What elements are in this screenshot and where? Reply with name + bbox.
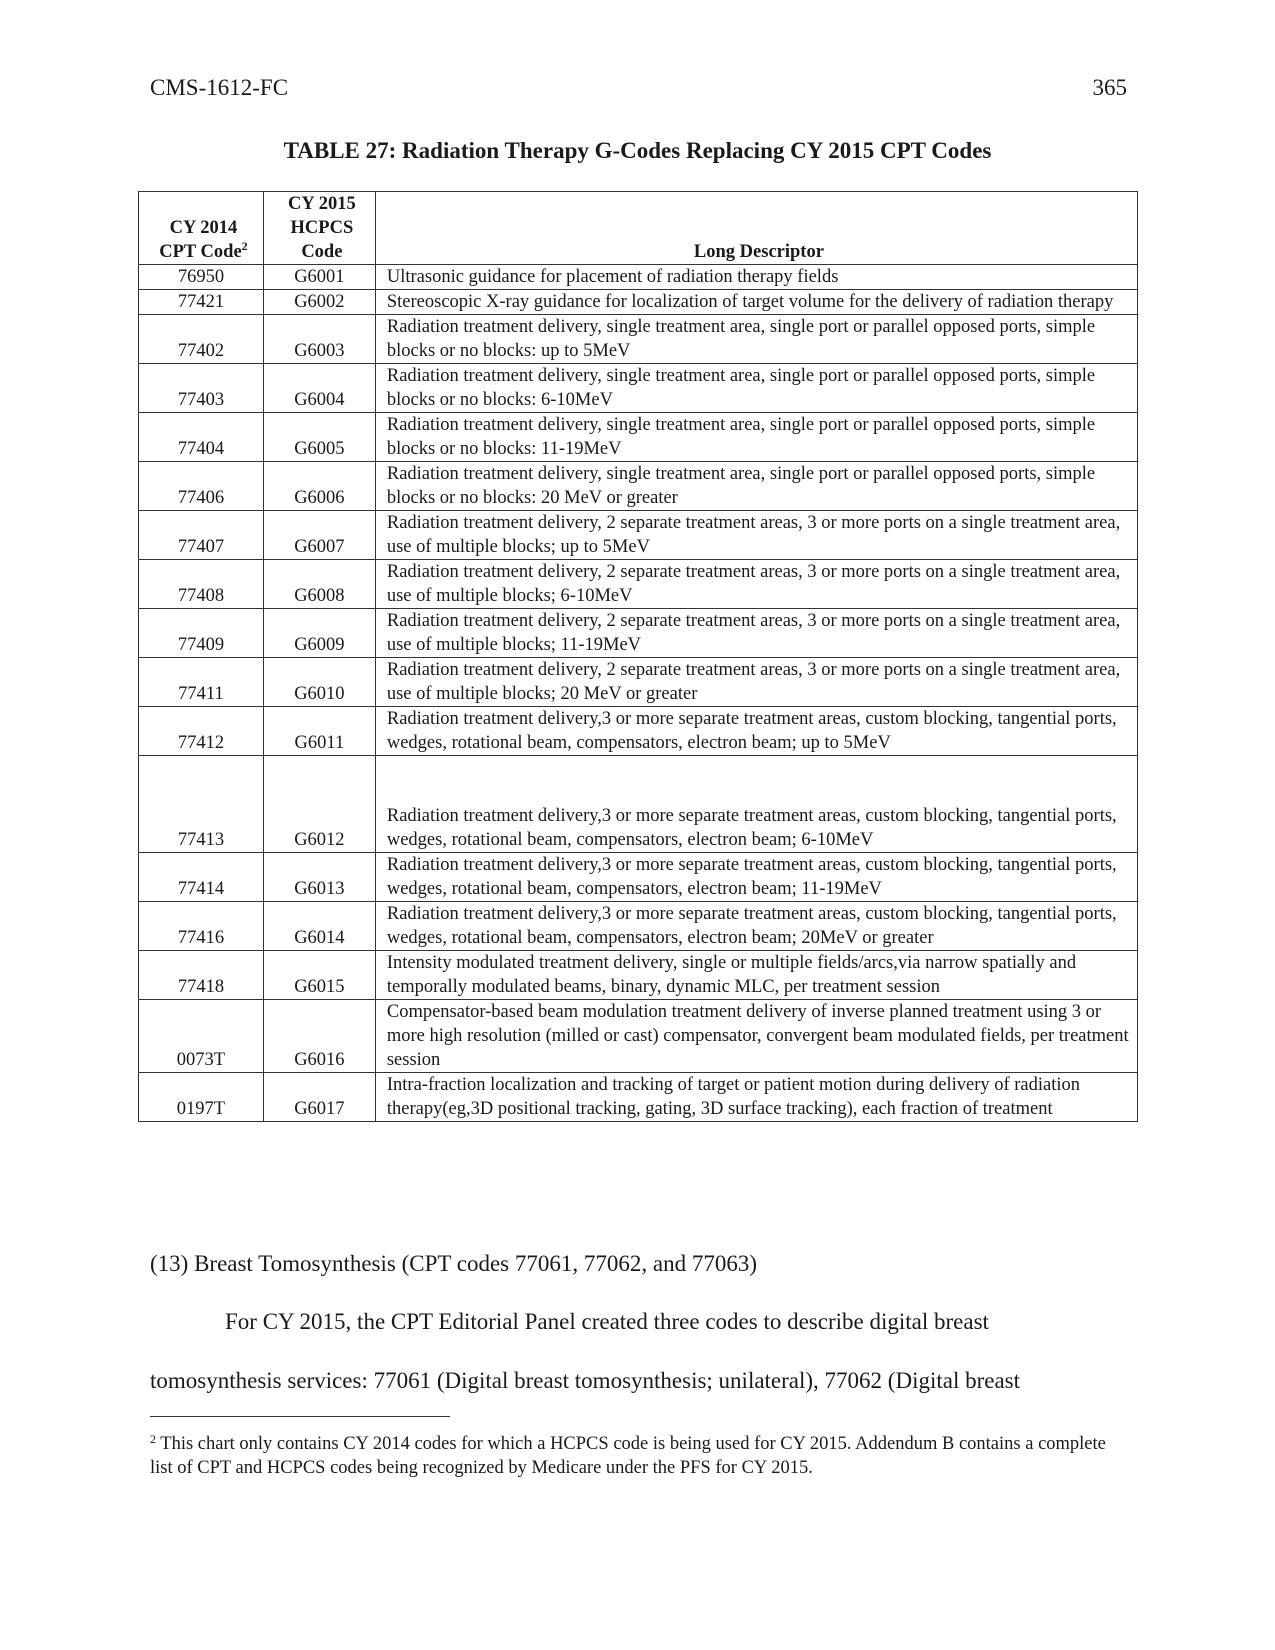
hcpcs-code-cell: G6013: [263, 853, 375, 902]
cpt-code-cell: 0197T: [139, 1073, 264, 1122]
hcpcs-code-cell: G6008: [263, 560, 375, 609]
long-descriptor-cell: Radiation treatment delivery,3 or more separate treatment areas, custom blocking, tangential ports, wedges, rotational beam, compensators, electron beam; 11-19MeV: [375, 853, 1137, 902]
footnote-text: This chart only contains CY 2014 codes for which a HCPCS code is being used for CY 2015. Addendum B contains a complete list of CPT and HCPCS codes being recognized by Medicare under the PFS for CY 2015.: [150, 1434, 1106, 1478]
cpt-code-cell: 77402: [139, 315, 264, 364]
cpt-code-cell: 0073T: [139, 1000, 264, 1073]
footnote-marker: 2: [150, 1432, 156, 1446]
cpt-code-cell: 77407: [139, 511, 264, 560]
table-row: [139, 462, 1138, 511]
long-descriptor-cell: Radiation treatment delivery, single treatment area, single port or parallel opposed ports, simple blocks or no blocks: 20 MeV or greater: [375, 462, 1137, 511]
header-cpt-line1: CY 2014: [169, 218, 238, 238]
long-descriptor-cell: Radiation treatment delivery, single treatment area, single port or parallel opposed ports, simple blocks or no blocks: 6-10MeV: [375, 364, 1137, 413]
table-title: TABLE 27: Radiation Therapy G-Codes Replacing CY 2015 CPT Codes: [283, 138, 992, 163]
g-codes-table: [138, 191, 1138, 1122]
cpt-code-cell: 77403: [139, 364, 264, 413]
footnote: [150, 1427, 1110, 1480]
long-descriptor-cell: Radiation treatment delivery,3 or more separate treatment areas, custom blocking, tangential ports, wedges, rotational beam, compensators, electron beam; 6-10MeV: [375, 756, 1137, 853]
cpt-code-cell: 77411: [139, 658, 264, 707]
header-cpt-code: [139, 192, 264, 265]
hcpcs-code-cell: G6009: [263, 609, 375, 658]
table-row: [139, 265, 1138, 290]
table-row: [139, 364, 1138, 413]
cpt-code-cell: 77413: [139, 756, 264, 853]
cpt-code-cell: 77404: [139, 413, 264, 462]
cpt-code-cell: 77406: [139, 462, 264, 511]
long-descriptor-cell: Radiation treatment delivery,3 or more separate treatment areas, custom blocking, tangential ports, wedges, rotational beam, compensators, electron beam; up to 5MeV: [375, 707, 1137, 756]
header-hcpcs-line3: Code: [301, 242, 343, 262]
hcpcs-code-cell: G6016: [263, 1000, 375, 1073]
table-row: [139, 902, 1138, 951]
hcpcs-code-cell: G6004: [263, 364, 375, 413]
long-descriptor-cell: Radiation treatment delivery, 2 separate treatment areas, 3 or more ports on a single treatment area, use of multiple blocks; up to 5MeV: [375, 511, 1137, 560]
cpt-code-cell: 77421: [139, 290, 264, 315]
section-heading: (13) Breast Tomosynthesis (CPT codes 77061, 77062, and 77063): [150, 1251, 757, 1276]
hcpcs-code-cell: G6015: [263, 951, 375, 1000]
table-row: [139, 658, 1138, 707]
long-descriptor-cell: Radiation treatment delivery,3 or more separate treatment areas, custom blocking, tangential ports, wedges, rotational beam, compensators, electron beam; 20MeV or greater: [375, 902, 1137, 951]
hcpcs-code-cell: G6006: [263, 462, 375, 511]
table-header-row: [139, 192, 1138, 265]
hcpcs-code-cell: G6007: [263, 511, 375, 560]
hcpcs-code-cell: G6010: [263, 658, 375, 707]
hcpcs-code-cell: G6005: [263, 413, 375, 462]
table-row: [139, 290, 1138, 315]
footnote-divider: [150, 1416, 450, 1417]
cpt-code-cell: 77418: [139, 951, 264, 1000]
long-descriptor-cell: Radiation treatment delivery, 2 separate treatment areas, 3 or more ports on a single treatment area, use of multiple blocks; 11-19MeV: [375, 609, 1137, 658]
table-row: [139, 756, 1138, 853]
long-descriptor-cell: Radiation treatment delivery, single treatment area, single port or parallel opposed ports, simple blocks or no blocks: 11-19MeV: [375, 413, 1137, 462]
paragraph-line: tomosynthesis services: 77061 (Digital breast tomosynthesis; unilateral), 77062 (Digital breast: [150, 1368, 1021, 1393]
long-descriptor-cell: Intensity modulated treatment delivery, single or multiple fields/arcs,via narrow spatially and temporally modulated beams, binary, dynamic MLC, per treatment session: [375, 951, 1137, 1000]
footnote-ref: 2: [241, 238, 248, 253]
header-hcpcs-line1: CY 2015: [288, 194, 356, 214]
table-row: [139, 511, 1138, 560]
table-row: [139, 609, 1138, 658]
table-row: [139, 413, 1138, 462]
table-row: [139, 315, 1138, 364]
table-row: [139, 1073, 1138, 1122]
hcpcs-code-cell: G6003: [263, 315, 375, 364]
cpt-code-cell: 77409: [139, 609, 264, 658]
table-row: [139, 853, 1138, 902]
header-cpt-line2: CPT Code: [159, 242, 242, 262]
cpt-code-cell: 77412: [139, 707, 264, 756]
table-body: [139, 265, 1138, 1122]
page-number: 365: [1092, 75, 1127, 100]
hcpcs-code-cell: G6017: [263, 1073, 375, 1122]
hcpcs-code-cell: G6002: [263, 290, 375, 315]
long-descriptor-cell: Radiation treatment delivery, 2 separate treatment areas, 3 or more ports on a single treatment area, use of multiple blocks; 20 MeV or greater: [375, 658, 1137, 707]
header-hcpcs-code: [263, 192, 375, 265]
table-row: [139, 951, 1138, 1000]
long-descriptor-cell: Radiation treatment delivery, 2 separate treatment areas, 3 or more ports on a single treatment area, use of multiple blocks; 6-10MeV: [375, 560, 1137, 609]
hcpcs-code-cell: G6014: [263, 902, 375, 951]
table-row: [139, 707, 1138, 756]
long-descriptor-cell: Stereoscopic X-ray guidance for localization of target volume for the delivery of radiation therapy: [375, 290, 1137, 315]
cpt-code-cell: 77408: [139, 560, 264, 609]
long-descriptor-cell: Intra-fraction localization and tracking of target or patient motion during delivery of radiation therapy(eg,3D positional tracking, gating, 3D surface tracking), each fraction of treatment: [375, 1073, 1137, 1122]
header-long-descriptor: Long Descriptor: [375, 192, 1137, 265]
cpt-code-cell: 76950: [139, 265, 264, 290]
cpt-code-cell: 77416: [139, 902, 264, 951]
hcpcs-code-cell: G6011: [263, 707, 375, 756]
header-hcpcs-line2: HCPCS: [290, 218, 354, 238]
hcpcs-code-cell: G6001: [263, 265, 375, 290]
table-row: [139, 560, 1138, 609]
long-descriptor-cell: Compensator-based beam modulation treatment delivery of inverse planned treatment using 3 or more high resolution (milled or cast) compensator, convergent beam modulated fields, per treatment session: [375, 1000, 1137, 1073]
table-row: [139, 1000, 1138, 1073]
long-descriptor-cell: Ultrasonic guidance for placement of radiation therapy fields: [375, 265, 1137, 290]
paragraph-line: For CY 2015, the CPT Editorial Panel created three codes to describe digital breast: [225, 1309, 989, 1334]
cpt-code-cell: 77414: [139, 853, 264, 902]
hcpcs-code-cell: G6012: [263, 756, 375, 853]
document-id: CMS-1612-FC: [150, 75, 289, 100]
long-descriptor-cell: Radiation treatment delivery, single treatment area, single port or parallel opposed ports, simple blocks or no blocks: up to 5MeV: [375, 315, 1137, 364]
